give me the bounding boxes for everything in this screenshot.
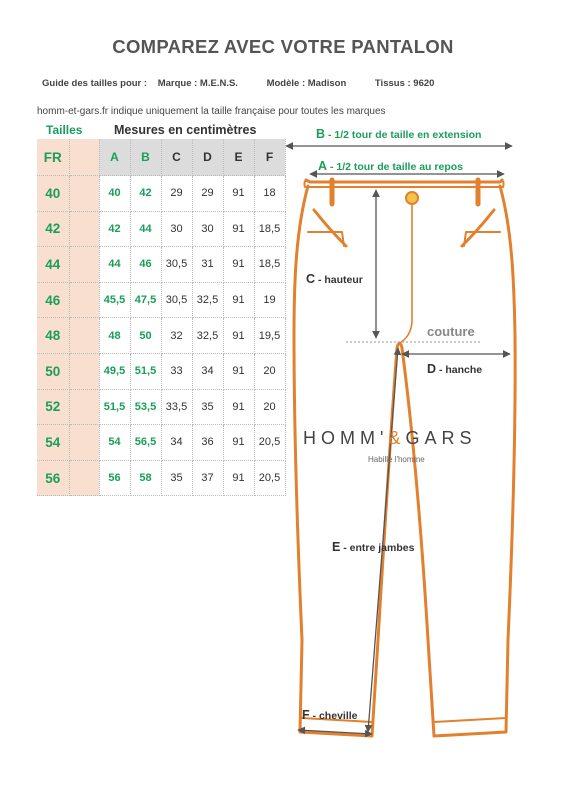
cell-b: 44 — [130, 211, 161, 247]
brand-label: Marque : M.E.N.S. — [157, 78, 238, 89]
cell-fr: 50 — [37, 353, 69, 389]
header-blank — [69, 139, 99, 176]
cell-f: 18,5 — [254, 211, 285, 247]
header-f: F — [254, 139, 285, 176]
cell-d: 35 — [192, 389, 223, 425]
brand-tagline: Habille l'homme — [368, 455, 425, 464]
guide-label: Guide des tailles pour : — [42, 78, 148, 89]
cell-a: 56 — [99, 460, 130, 496]
table-row — [37, 389, 285, 425]
table-row — [37, 211, 285, 247]
measurements-label: Mesures en centimètres — [114, 123, 257, 137]
cell-c: 33,5 — [161, 389, 192, 425]
cell-blank — [69, 211, 99, 247]
cell-c: 30,5 — [161, 282, 192, 318]
cell-blank — [69, 282, 99, 318]
button-icon — [406, 192, 418, 204]
cell-d: 34 — [192, 353, 223, 389]
size-table — [37, 139, 286, 496]
cell-d: 36 — [192, 425, 223, 461]
cell-b: 56,5 — [130, 425, 161, 461]
cell-b: 47,5 — [130, 282, 161, 318]
cell-d: 31 — [192, 247, 223, 283]
cell-f: 20,5 — [254, 425, 285, 461]
label-e: E - entre jambes — [332, 540, 415, 554]
cell-f: 19,5 — [254, 318, 285, 354]
cell-b: 51,5 — [130, 353, 161, 389]
sizes-label: Tailles — [46, 123, 83, 137]
header-c: C — [161, 139, 192, 176]
table-header-row — [37, 139, 285, 176]
cell-c: 35 — [161, 460, 192, 496]
table-row — [37, 425, 285, 461]
cell-a: 42 — [99, 211, 130, 247]
cell-e: 91 — [223, 211, 254, 247]
cell-blank — [69, 318, 99, 354]
cell-fr: 48 — [37, 318, 69, 354]
page-title: COMPAREZ AVEC VOTRE PANTALON — [112, 36, 454, 57]
cell-a: 40 — [99, 176, 130, 212]
cell-a: 44 — [99, 247, 130, 283]
cell-fr: 56 — [37, 460, 69, 496]
cell-f: 20 — [254, 389, 285, 425]
brand-logo: HOMM'&GARS — [303, 428, 477, 448]
cell-e: 91 — [223, 282, 254, 318]
table-row — [37, 318, 285, 354]
cell-e: 91 — [223, 425, 254, 461]
cell-e: 91 — [223, 353, 254, 389]
cell-a: 54 — [99, 425, 130, 461]
right-pocket — [462, 210, 494, 246]
cell-fr: 46 — [37, 282, 69, 318]
cell-c: 29 — [161, 176, 192, 212]
cell-c: 30,5 — [161, 247, 192, 283]
cell-a: 48 — [99, 318, 130, 354]
right-hem — [434, 718, 506, 722]
waistband-outline — [306, 180, 502, 182]
cell-c: 34 — [161, 425, 192, 461]
label-f: F - cheville — [302, 708, 358, 722]
cell-b: 50 — [130, 318, 161, 354]
cell-a: 49,5 — [99, 353, 130, 389]
cell-b: 46 — [130, 247, 161, 283]
cell-f: 18,5 — [254, 247, 285, 283]
cell-e: 91 — [223, 389, 254, 425]
table-row — [37, 247, 285, 283]
label-d: D - hanche — [427, 362, 483, 376]
header-a: A — [99, 139, 130, 176]
cell-fr: 52 — [37, 389, 69, 425]
cell-e: 91 — [223, 318, 254, 354]
cell-blank — [69, 176, 99, 212]
cell-e: 91 — [223, 460, 254, 496]
size-note: homm-et-gars.fr indique uniquement la taille française pour toutes les marques — [37, 106, 386, 117]
cell-fr: 54 — [37, 425, 69, 461]
cell-d: 32,5 — [192, 282, 223, 318]
cell-e: 91 — [223, 247, 254, 283]
fabric-label: Tissus : 9620 — [374, 78, 435, 89]
left-pocket — [314, 210, 346, 246]
cell-blank — [69, 425, 99, 461]
cell-c: 30 — [161, 211, 192, 247]
cell-f: 19 — [254, 282, 285, 318]
header-fr: FR — [37, 139, 69, 176]
table-row — [37, 282, 285, 318]
table-row — [37, 460, 285, 496]
cell-blank — [69, 460, 99, 496]
cell-b: 53,5 — [130, 389, 161, 425]
table-row — [37, 353, 285, 389]
cell-fr: 40 — [37, 176, 69, 212]
size-guide-meta — [42, 78, 434, 89]
cell-blank — [69, 353, 99, 389]
cell-fr: 42 — [37, 211, 69, 247]
cell-c: 33 — [161, 353, 192, 389]
header-d: D — [192, 139, 223, 176]
header-e: E — [223, 139, 254, 176]
label-couture: couture — [427, 324, 475, 339]
fly-seam — [398, 198, 412, 344]
cell-blank — [69, 389, 99, 425]
cell-c: 32 — [161, 318, 192, 354]
cell-e: 91 — [223, 176, 254, 212]
cell-d: 37 — [192, 460, 223, 496]
cell-b: 42 — [130, 176, 161, 212]
model-label: Modèle : Madison — [266, 78, 347, 89]
cell-a: 51,5 — [99, 389, 130, 425]
label-a: A - 1/2 tour de taille au repos — [318, 159, 463, 173]
cell-f: 20,5 — [254, 460, 285, 496]
cell-d: 29 — [192, 176, 223, 212]
cell-d: 30 — [192, 211, 223, 247]
cell-f: 18 — [254, 176, 285, 212]
cell-d: 32,5 — [192, 318, 223, 354]
cell-fr: 44 — [37, 247, 69, 283]
cell-blank — [69, 247, 99, 283]
cell-b: 58 — [130, 460, 161, 496]
cell-a: 45,5 — [99, 282, 130, 318]
label-c: C - hauteur — [306, 272, 363, 286]
header-b: B — [130, 139, 161, 176]
table-row — [37, 176, 285, 212]
cell-f: 20 — [254, 353, 285, 389]
label-b: B - 1/2 tour de taille en extension — [316, 127, 482, 141]
